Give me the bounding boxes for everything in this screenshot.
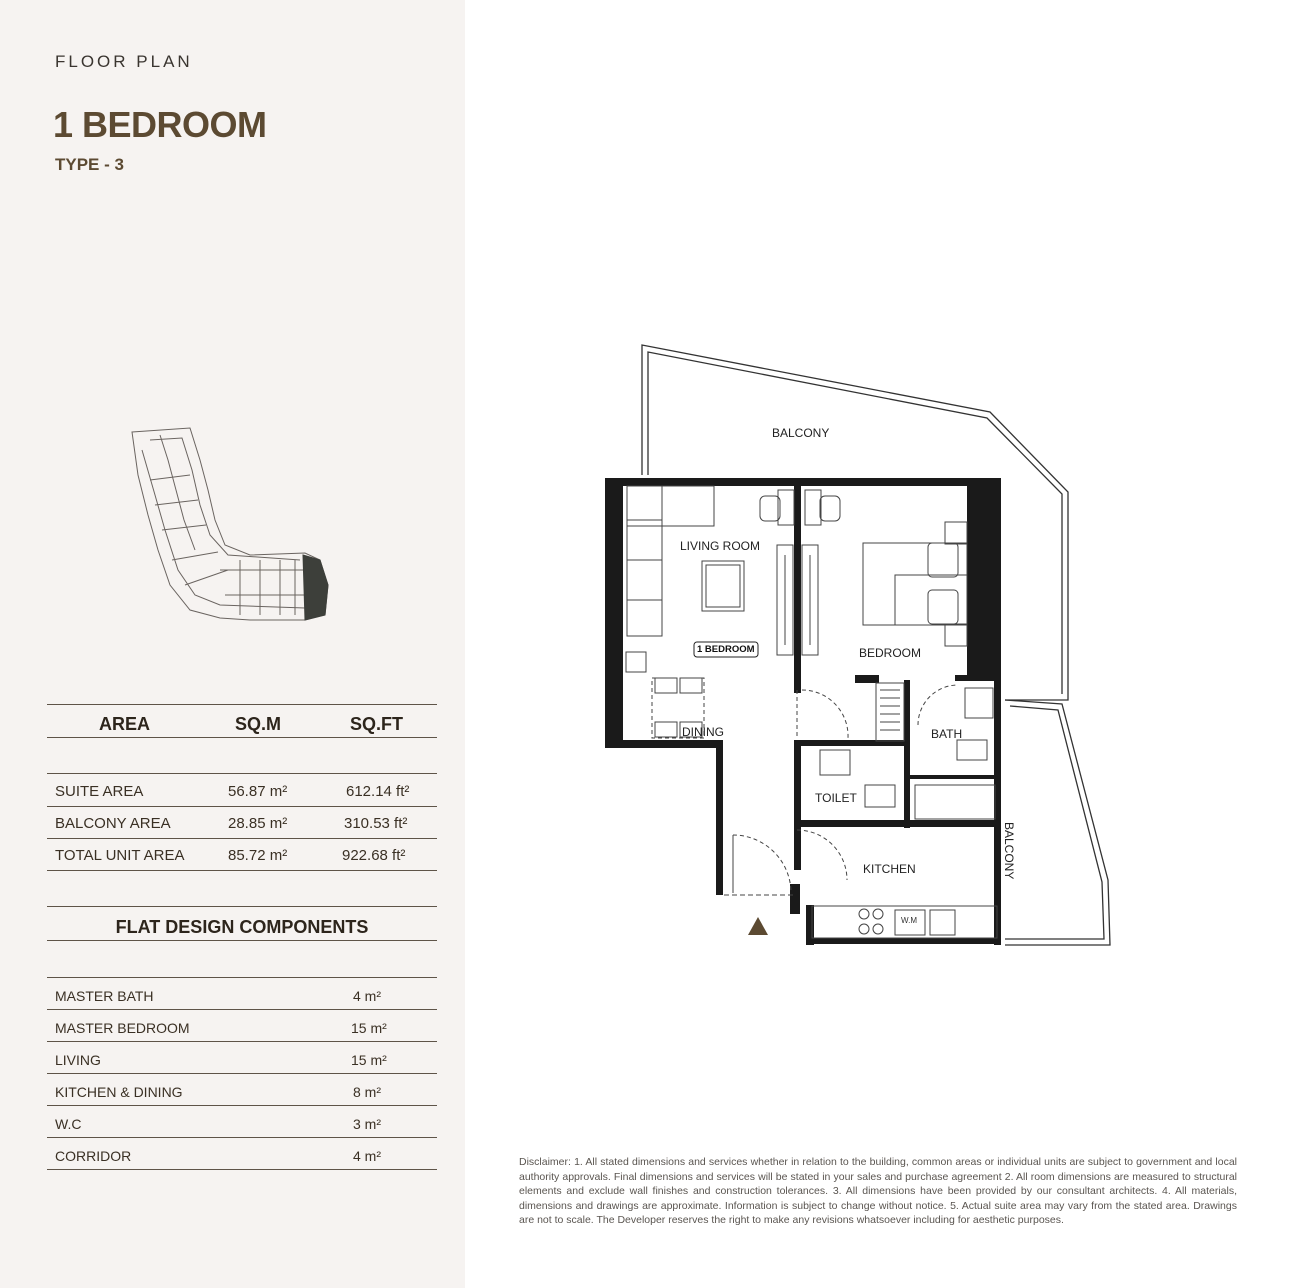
sqft-header: SQ.FT: [350, 714, 403, 734]
bedroom-label: BEDROOM: [859, 646, 922, 660]
component-value: 3 m²: [353, 1116, 381, 1132]
area-row-sqft: 310.53 ft²: [344, 815, 408, 832]
disclaimer-text: Disclaimer: 1. All stated dimensions and services whether in relation to the building, common areas or individual units are subject to government and local authority approvals. Final dimensions and services will be stated in your sales and purchase agreement 2. All room dimensions are measured to structural elements and exclude wall finishes and construction tolerances. 3. All dimensions have been provided by our consultant architects. 4. All materials, dimensions and drawings are approximate. Information is subject to change without notice. 5. Actual suite area may vary from the stated area. Drawings are not to scale. The Developer reserves the right to make any revisions whatsoever including for aesthetic purposes.: [519, 1156, 1237, 1226]
area-row-sqm: 85.72 m²: [228, 847, 288, 864]
wall: [605, 740, 723, 748]
bath-sink: [957, 740, 987, 760]
unit-type: TYPE - 3: [55, 155, 124, 174]
wall: [790, 884, 800, 914]
balcony-right-outline: [1005, 700, 1110, 945]
closet: [876, 683, 904, 741]
chair: [820, 496, 840, 521]
section-kicker: FLOOR PLAN: [55, 52, 193, 71]
wm-label: W.M: [901, 916, 917, 925]
wall: [605, 478, 1001, 486]
wall: [905, 775, 1000, 779]
toilet-sink: [820, 750, 850, 775]
toilet-wc: [865, 785, 895, 807]
area-row-label: TOTAL UNIT AREA: [55, 847, 185, 864]
balcony-right-label: BALCONY: [1002, 822, 1016, 880]
side-table: [626, 652, 646, 672]
toilet-label: TOILET: [815, 791, 857, 805]
wall: [806, 938, 1001, 944]
entrance-arrow-icon: [748, 917, 768, 935]
sqm-header: SQ.M: [235, 714, 282, 734]
area-row-sqm: 56.87 m²: [228, 783, 288, 800]
kitchen-sink: [930, 910, 955, 935]
area-row-label: SUITE AREA: [55, 783, 144, 800]
component-label: CORRIDOR: [55, 1148, 132, 1164]
wall: [794, 478, 801, 693]
page-title: 1 BEDROOM: [53, 104, 267, 145]
bath-label: BATH: [931, 727, 963, 741]
wall: [605, 478, 623, 748]
shower: [915, 785, 995, 819]
area-row-sqft: 922.68 ft²: [342, 847, 406, 864]
coffee-table: [702, 561, 744, 611]
wall: [855, 675, 879, 683]
kitchen-label: KITCHEN: [863, 862, 916, 876]
component-label: LIVING: [55, 1052, 101, 1068]
area-row-sqm: 28.85 m²: [228, 815, 288, 832]
wall: [967, 478, 1001, 681]
wall: [794, 820, 999, 827]
balcony-top-label: BALCONY: [772, 426, 830, 440]
components-title: FLAT DESIGN COMPONENTS: [115, 917, 369, 937]
area-row-sqft: 612.14 ft²: [346, 783, 410, 800]
area-row-label: BALCONY AREA: [55, 815, 171, 832]
unit-tag-label: 1 BEDROOM: [697, 644, 755, 655]
wall: [716, 740, 723, 895]
component-label: KITCHEN & DINING: [55, 1084, 183, 1100]
component-value: 4 m²: [353, 1148, 381, 1164]
bed: [863, 543, 967, 625]
living-room-label: LIVING ROOM: [680, 539, 761, 553]
component-label: MASTER BATH: [55, 988, 154, 1004]
component-value: 4 m²: [353, 988, 381, 1004]
component-label: W.C: [55, 1116, 82, 1132]
dining-label: DINING: [682, 725, 724, 739]
component-label: MASTER BEDROOM: [55, 1020, 190, 1036]
chair: [760, 496, 780, 521]
wall: [794, 740, 801, 870]
component-value: 8 m²: [353, 1084, 381, 1100]
wall: [904, 680, 910, 828]
bathtub: [965, 688, 993, 718]
area-header: AREA: [99, 714, 151, 734]
sofa: [627, 486, 662, 636]
component-value: 15 m²: [351, 1020, 387, 1036]
component-value: 15 m²: [351, 1052, 387, 1068]
